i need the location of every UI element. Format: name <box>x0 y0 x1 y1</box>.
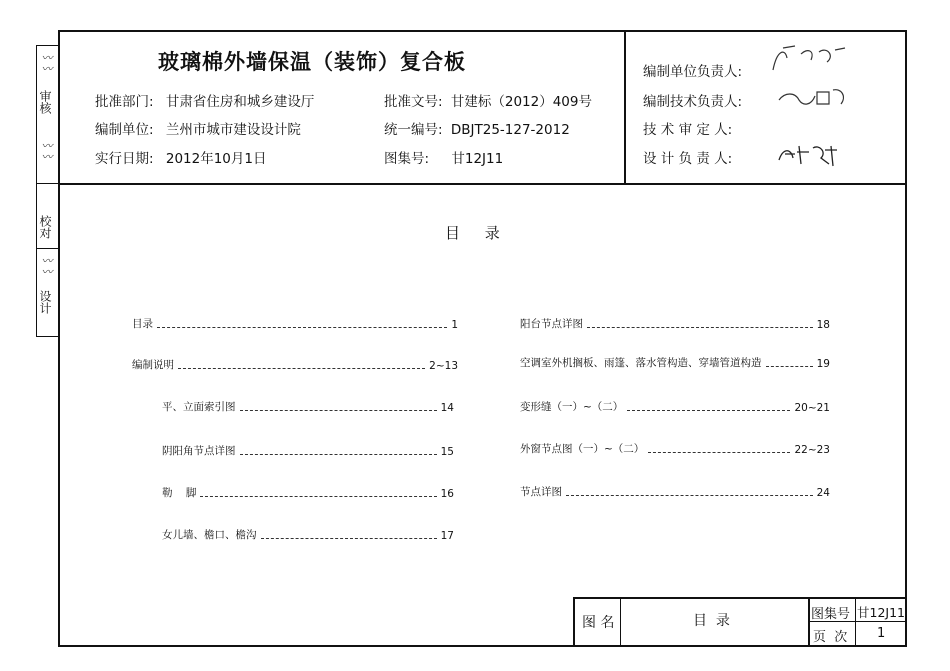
toc-leader <box>566 494 813 496</box>
tech-head-label: 编制技术负责人: <box>643 94 743 110</box>
atlas-no-row <box>384 147 503 167</box>
toc-leader <box>240 409 437 411</box>
titleblock-page-value: 1 <box>877 626 886 641</box>
toc-entry-right <box>520 355 830 370</box>
toc-entry-label: 勒 脚 <box>162 487 197 499</box>
titleblock-sep-3 <box>855 597 856 647</box>
strip-sep-2 <box>36 248 58 249</box>
page-title: 玻璃棉外墙保温（装饰）复合板 <box>158 50 466 74</box>
toc-entry-page: 24 <box>816 487 830 499</box>
toc-leader <box>240 453 437 455</box>
strip-signature-design: 〰〰 <box>40 255 53 277</box>
titleblock-atlas-label: 图集号 <box>811 607 851 622</box>
frame-top <box>58 30 907 32</box>
atlas-no-label: 图集号: <box>384 151 430 167</box>
toc-leader <box>627 409 790 411</box>
toc-entry-left <box>162 485 454 500</box>
toc-entry-page: 18 <box>816 319 830 331</box>
toc-entry-label: 阳台节点详图 <box>520 318 583 330</box>
titleblock-sep-2 <box>808 597 810 647</box>
toc-entry-page: 14 <box>440 402 454 414</box>
toc-entry-label: 女儿墙、檐口、檐沟 <box>162 529 257 541</box>
strip-bottom <box>36 336 58 337</box>
approval-dept-row <box>95 90 314 110</box>
toc-entry-page: 19 <box>816 358 830 370</box>
toc-leader <box>261 537 437 539</box>
titleblock-sep-1 <box>620 597 621 647</box>
toc-entry-page: 15 <box>440 446 454 458</box>
toc-entry-label: 平、立面索引图 <box>162 401 236 413</box>
toc-entry-label: 空调室外机搁板、雨篷、落水管构造、穿墙管道构造 <box>520 357 762 369</box>
toc-entry-left <box>162 399 454 414</box>
toc-entry-page: 16 <box>440 488 454 500</box>
frame-left <box>58 30 60 647</box>
approval-dept-label: 批准部门: <box>95 94 154 110</box>
toc-entry-page: 17 <box>440 530 454 542</box>
toc-entry-label: 外窗节点图（一）~（二） <box>520 443 645 455</box>
toc-entry-left <box>132 316 458 331</box>
strip-label-review: 审核 <box>38 90 52 114</box>
unified-no-value: DBJT25-127-2012 <box>450 122 570 138</box>
compile-unit-value: 兰州市城市建设设计院 <box>165 122 301 138</box>
toc-entry-page: 2~13 <box>429 360 458 372</box>
titleblock-atlas-value: 甘12J11 <box>857 605 905 620</box>
toc-entry-page: 20~21 <box>794 402 830 414</box>
frame-right <box>905 30 907 647</box>
toc-entry-page: 1 <box>451 319 458 331</box>
approval-doc-row <box>384 90 592 110</box>
toc-entry-left <box>162 443 454 458</box>
header-vertical-divider <box>624 30 626 184</box>
toc-leader <box>648 451 790 453</box>
toc-entry-left <box>162 527 454 542</box>
unified-no-row <box>384 118 570 138</box>
toc-leader <box>766 365 813 367</box>
strip-signature-review: 〰〰 <box>40 52 53 74</box>
strip-sep-1 <box>36 183 58 184</box>
strip-signature-proof: 〰〰 <box>40 140 53 162</box>
titleblock-top <box>573 597 907 599</box>
strip-label-proof: 校对 <box>38 215 52 239</box>
approval-dept-value: 甘肃省住房和城乡建设厅 <box>165 94 315 110</box>
header-divider <box>58 183 907 185</box>
signature-unit-head <box>765 40 855 85</box>
toc-entry-right <box>520 399 830 414</box>
toc-entry-label: 目录 <box>132 318 153 330</box>
toc-leader <box>157 326 447 328</box>
design-head-label: 设 计 负 责 人: <box>643 151 733 167</box>
toc-entry-right <box>520 316 830 331</box>
titleblock-name-value: 目 录 <box>693 613 730 629</box>
unit-head-label: 编制单位负责人: <box>643 64 743 80</box>
signature-tech-head <box>775 82 855 112</box>
approval-doc-value: 甘建标（2012）409号 <box>450 94 592 110</box>
effective-date-label: 实行日期: <box>95 151 154 167</box>
signature-design-head <box>775 140 845 170</box>
strip-top <box>36 45 58 46</box>
toc-entry-label: 变形缝（一）~（二） <box>520 401 624 413</box>
toc-leader <box>587 326 813 328</box>
effective-date-value: 2012年10月1日 <box>165 151 267 167</box>
toc-entry-label: 阴阳角节点详图 <box>162 445 236 457</box>
titleblock-name-label: 图 名 <box>582 615 615 631</box>
toc-entry-label: 节点详图 <box>520 486 562 498</box>
reviewer-label: 技 术 审 定 人: <box>643 122 733 138</box>
approval-doc-label: 批准文号: <box>384 94 443 110</box>
atlas-no-value: 甘12J11 <box>451 151 504 167</box>
toc-entry-right <box>520 441 830 456</box>
toc-entry-page: 22~23 <box>794 444 830 456</box>
effective-date-row <box>95 147 266 167</box>
compile-unit-row <box>95 118 301 138</box>
toc-heading: 目 录 <box>445 224 510 242</box>
toc-entry-left <box>132 357 458 372</box>
strip-label-design: 设计 <box>38 290 52 314</box>
titleblock-page-label: 页 次 <box>813 630 848 645</box>
toc-leader <box>200 495 436 497</box>
frame-bottom <box>58 645 907 647</box>
titleblock-left <box>573 597 575 647</box>
toc-leader <box>178 367 425 369</box>
compile-unit-label: 编制单位: <box>95 122 154 138</box>
unified-no-label: 统一编号: <box>384 122 443 138</box>
toc-entry-label: 编制说明 <box>132 359 174 371</box>
toc-entry-right <box>520 484 830 499</box>
